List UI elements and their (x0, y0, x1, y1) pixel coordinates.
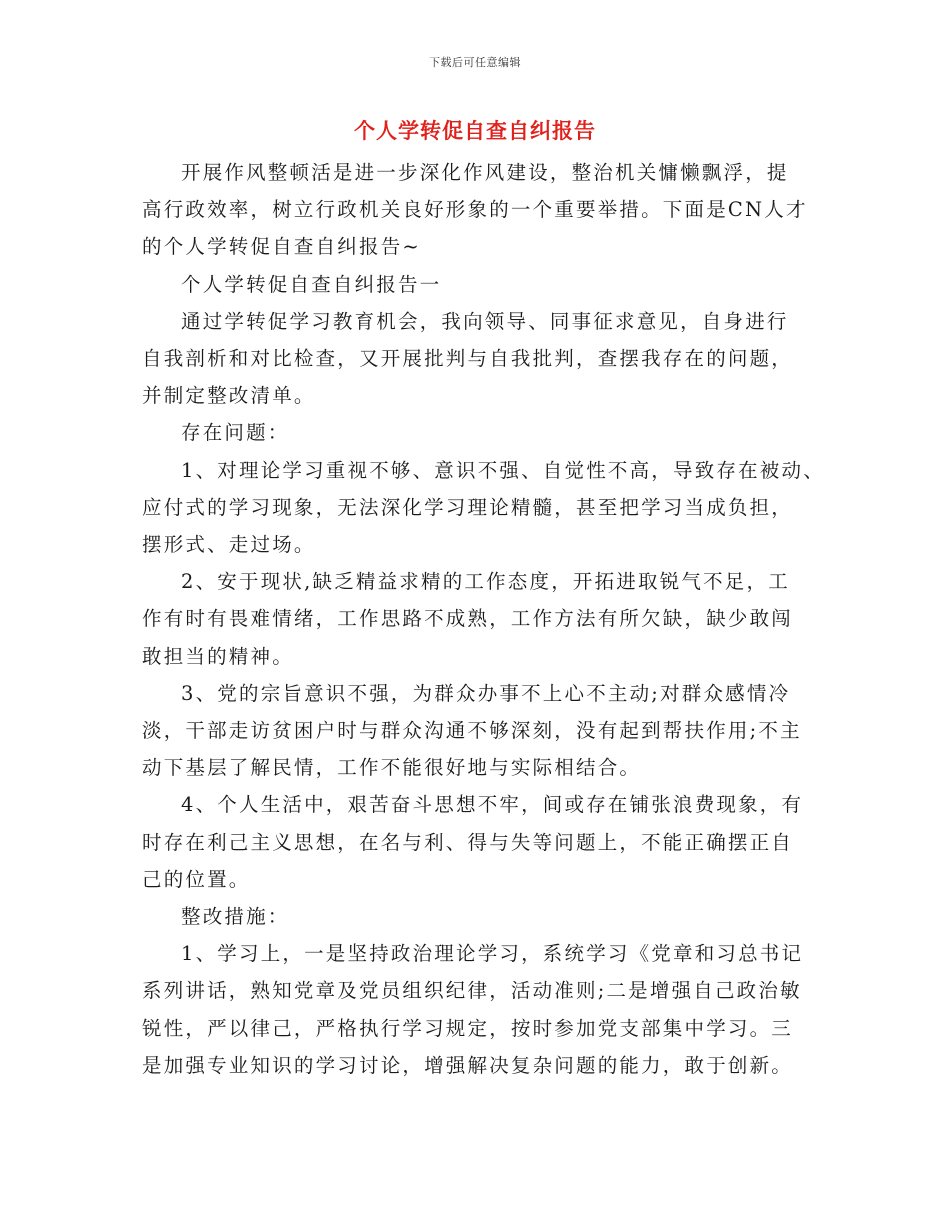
section-heading-problems: 存在问题： (181, 421, 290, 445)
document-title: 个人学转促自查自纠报告 (354, 118, 596, 143)
intro-paragraph: 开展作风整顿活是进一步深化作风建设，整治机关慵懒飘浮，提 高行政效率，树立行政机关良好形象的一个重要举措。下面是CN人才 的个人学转促自查自纠报告~ (142, 161, 808, 259)
measure-item-1: 1、学习上，一是坚持政治理论学习，系统学习《党章和习总书记 系列讲话，熟知党章及党员组织纪律，活动准则;二是增强自己政治敏 锐性，严以律己，严格执行学习规定，按时参加党支部集中学习。三 是加强专业知识的学习讨论，增强解决复杂问题的能力，敢于创新。 (142, 942, 804, 1077)
document-body (142, 154, 832, 1084)
problem-item-3: 3、党的宗旨意识不强，为群众办事不上心不主动;对群众感情冷 淡，干部走访贫困户时与群众沟通不够深刻，没有起到帮扶作用;不主 动下基层了解民情，工作不能很好地与实际相结合。 (142, 681, 802, 780)
self-review-paragraph: 通过学转促学习教育机会，我向领导、同事征求意见，自身进行 自我剖析和对比检查，又开展批判与自我批判，查摆我存在的问题， 并制定整改清单。 (142, 309, 794, 408)
problem-item-1: 1、对理论学习重视不够、意识不强、自觉性不高，导致存在被动、 应付式的学习现象，无法深化学习理论精髓，甚至把学习当成负担， 摆形式、走过场。 (142, 458, 825, 557)
problem-item-4: 4、个人生活中，艰苦奋斗思想不牢，间或存在铺张浪费现象，有 时存在利己主义思想，在名与利、得与失等问题上，不能正确摆正自 己的位置。 (142, 793, 804, 891)
section-heading-measures: 整改措施： (181, 905, 290, 929)
header-note: 下载后可任意编辑 (429, 56, 521, 69)
section-heading-report-one: 个人学转促自查自纠报告一 (181, 272, 442, 296)
problem-item-2: 2、安于现状,缺乏精益求精的工作态度，开拓进取锐气不足，工 作有时有畏难情绪，工作思路不成熟，工作方法有所欠缺，缺少敢闯 敢担当的精神。 (142, 570, 794, 668)
